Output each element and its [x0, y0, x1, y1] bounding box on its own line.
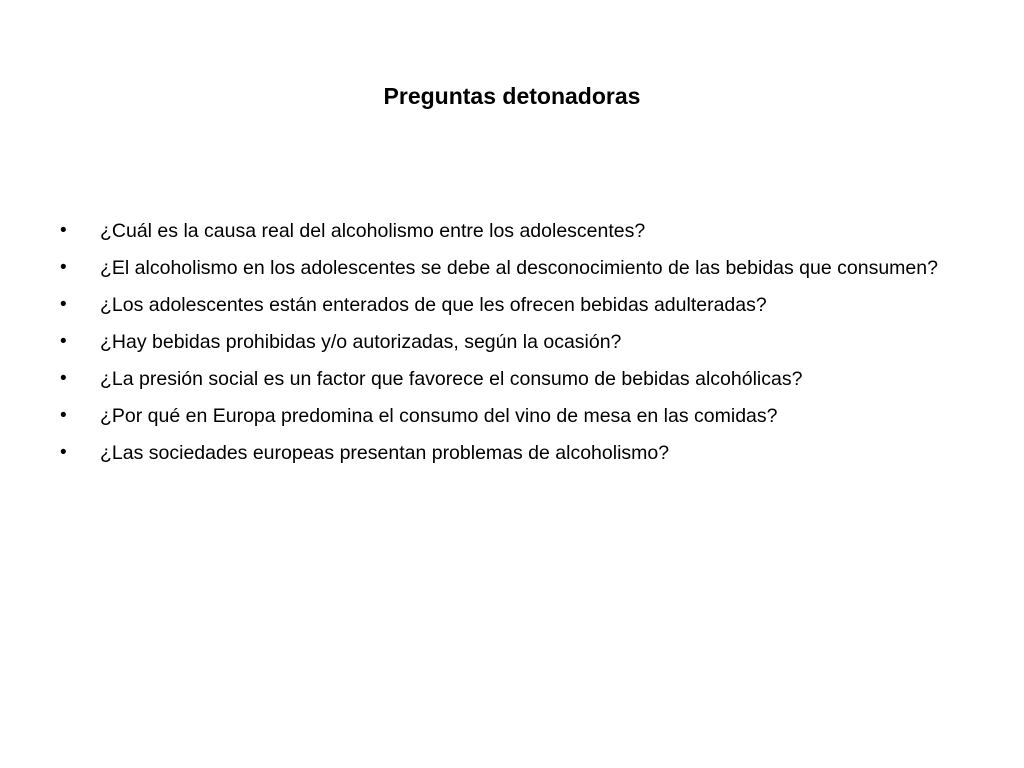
- question-text: ¿El alcoholismo en los adolescentes se debe al desconocimiento de las bebidas que consumen?: [100, 257, 938, 279]
- question-text: ¿Las sociedades europeas presentan problemas de alcoholismo?: [100, 442, 670, 464]
- question-item: [60, 401, 964, 431]
- question-list: [60, 216, 964, 475]
- bullet-icon: •: [60, 220, 67, 241]
- question-item: [60, 290, 964, 320]
- question-text: ¿La presión social es un factor que favorece el consumo de bebidas alcohólicas?: [100, 368, 803, 390]
- question-text: ¿Cuál es la causa real del alcoholismo entre los adolescentes?: [100, 220, 646, 242]
- question-text: ¿Hay bebidas prohibidas y/o autorizadas, según la ocasión?: [100, 331, 622, 353]
- bullet-icon: •: [60, 442, 67, 463]
- question-item: [60, 216, 964, 246]
- question-item: [60, 327, 964, 357]
- bullet-icon: •: [60, 368, 67, 389]
- question-item: [60, 438, 964, 468]
- bullet-icon: •: [60, 405, 67, 426]
- bullet-icon: •: [60, 294, 67, 315]
- question-text: ¿Por qué en Europa predomina el consumo del vino de mesa en las comidas?: [100, 405, 778, 427]
- question-item: [60, 364, 964, 394]
- question-item: [60, 253, 964, 283]
- bullet-icon: •: [60, 257, 67, 278]
- slide-title: Preguntas detonadoras: [383, 83, 641, 109]
- bullet-icon: •: [60, 331, 67, 352]
- question-text: ¿Los adolescentes están enterados de que les ofrecen bebidas adulteradas?: [100, 294, 767, 316]
